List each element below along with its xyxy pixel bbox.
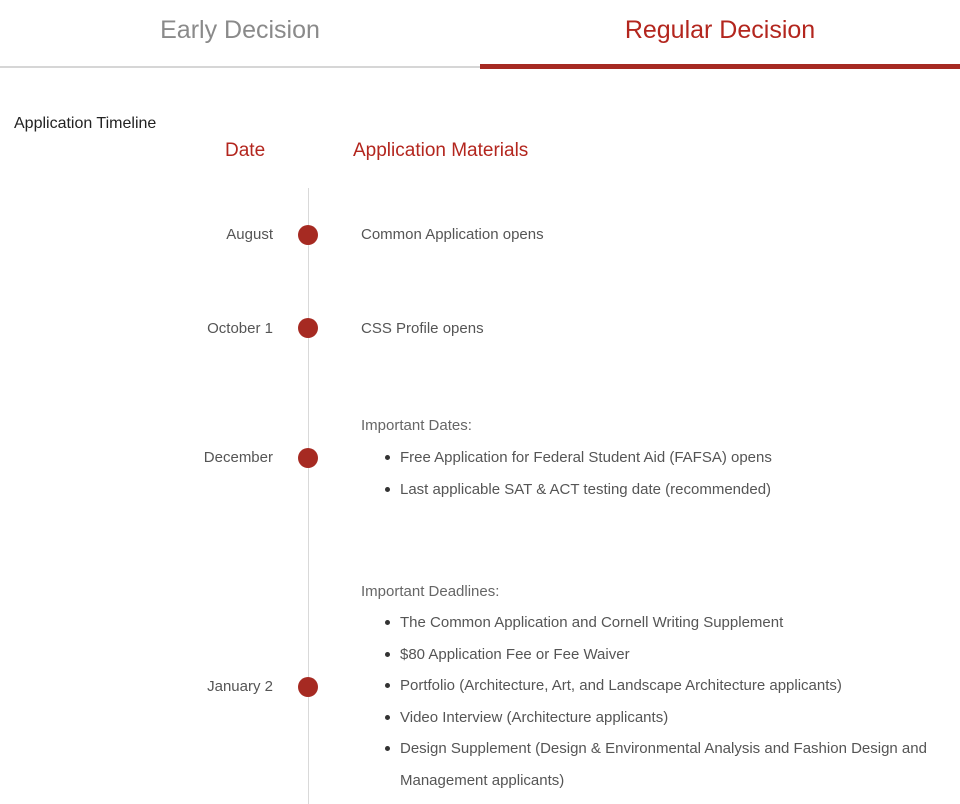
tab-regular-decision[interactable]: Regular Decision (624, 16, 816, 44)
list-item: The Common Application and Cornell Writing Supplement (400, 607, 960, 639)
important-deadlines-list (361, 607, 960, 796)
section-title: Application Timeline (14, 115, 157, 132)
timeline-date-december: December (203, 449, 273, 466)
list-item: $80 Application Fee or Fee Waiver (400, 639, 960, 671)
decision-tabs (0, 0, 960, 70)
timeline-dot (298, 677, 318, 697)
list-item: Portfolio (Architecture, Art, and Landscape Architecture applicants) (400, 670, 960, 702)
list-item: Last applicable SAT & ACT testing date (recommended) (400, 474, 960, 506)
list-item: Design Supplement (Design & Environmental Analysis and Fashion Design and Management applicants) (400, 733, 960, 796)
timeline-item-text: Common Application opens (361, 226, 544, 243)
list-item: Video Interview (Architecture applicants) (400, 702, 960, 734)
materials-column-header: Application Materials (353, 140, 529, 161)
timeline-date-january: January 2 (207, 678, 273, 695)
timeline-date-august: August (226, 226, 273, 243)
timeline-dot (298, 225, 318, 245)
timeline-date-october: October 1 (207, 320, 273, 337)
tab-early-decision[interactable]: Early Decision (160, 16, 320, 44)
timeline-line (308, 188, 309, 804)
date-column-header: Date (225, 140, 266, 161)
list-item: Free Application for Federal Student Aid (FAFSA) opens (400, 442, 960, 474)
important-dates-heading: Important Dates: (361, 417, 472, 434)
tab-divider (0, 66, 480, 68)
timeline-dot (298, 448, 318, 468)
timeline-dot (298, 318, 318, 338)
important-deadlines-heading: Important Deadlines: (361, 583, 500, 600)
important-dates-list (361, 442, 960, 505)
timeline-item-text: CSS Profile opens (361, 320, 484, 337)
active-tab-indicator (480, 64, 960, 69)
